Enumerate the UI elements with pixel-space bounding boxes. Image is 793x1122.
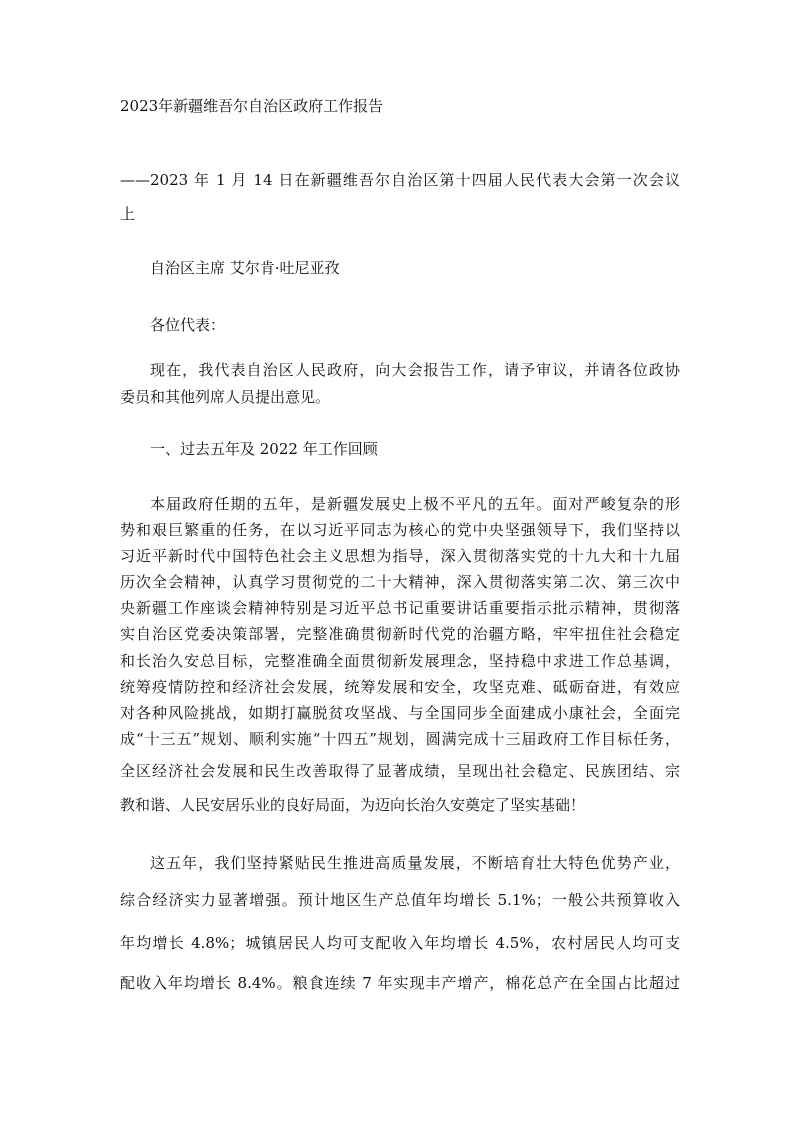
paragraph-line: 对各种风险挑战，如期打赢脱贫攻坚战、与全国同步全面建成小康社会，全面完: [120, 704, 680, 722]
paragraph-line: 综合经济实力显著增强。预计地区生产总值年均增长 5.1%；一般公共预算收入: [120, 891, 680, 909]
paragraph-line: 和长治久安总目标，完整准确全面贯彻新发展理念，坚持稳中求进工作总基调，: [120, 652, 680, 670]
paragraph-line: 央新疆工作座谈会精神特别是习近平总书记重要讲话重要指示批示精神，贯彻落: [120, 599, 680, 617]
paragraph-line: 配收入年均增长 8.4%。粮食连续 7 年实现丰产增产，棉花总产在全国占比超过: [120, 974, 680, 992]
document-title: 2023年新疆维吾尔自治区政府工作报告: [120, 97, 384, 115]
paragraph-line: 实自治区党委决策部署，完整准确贯彻新时代党的治疆方略，牢牢扭住社会稳定: [120, 625, 680, 643]
paragraph-line: 成“十三五”规划、顺利实施“十四五”规划，圆满完成十三届政府工作目标任务，: [120, 730, 680, 748]
paragraph-line: 这五年，我们坚持紧贴民生推进高质量发展，不断培育壮大特色优势产业，: [150, 854, 680, 872]
paragraph-line: 历次全会精神，认真学习贯彻党的二十大精神，深入贯彻落实第二次、第三次中: [120, 573, 680, 591]
paragraph-line: 年均增长 4.8%；城镇居民人均可支配收入年均增长 4.5%，农村居民人均可支: [120, 934, 680, 952]
paragraph-line: 全区经济社会发展和民生改善取得了显著成绩，呈现出社会稳定、民族团结、宗: [120, 762, 680, 780]
paragraph-line: 势和艰巨繁重的任务，在以习近平同志为核心的党中央坚强领导下，我们坚持以: [120, 521, 680, 539]
section-heading: 一、过去五年及 2022 年工作回顾: [150, 440, 378, 458]
paragraph-line: 本届政府任期的五年，是新疆发展史上极不平凡的五年。面对严峻复杂的形: [150, 495, 680, 513]
speaker-line: 自治区主席 艾尔肯·吐尼亚孜: [150, 259, 340, 277]
paragraph-line: 统筹疫情防控和经济社会发展，统筹发展和安全，攻坚克难、砥砺奋进，有效应: [120, 678, 680, 696]
paragraph-line: 习近平新时代中国特色社会主义思想为指导，深入贯彻落实党的十九大和十九届: [120, 547, 680, 565]
salutation: 各位代表：: [150, 316, 226, 334]
paragraph-line: 教和谐、人民安居乐业的良好局面，为迈向长治久安奠定了坚实基础！: [120, 796, 586, 814]
intro-line: 委员和其他列席人员提出意见。: [120, 388, 331, 406]
intro-line: 现在，我代表自治区人民政府，向大会报告工作，请予审议，并请各位政协: [150, 361, 680, 379]
subtitle-line: 上: [120, 205, 136, 223]
subtitle-line: ——2023 年 1 月 14 日在新疆维吾尔自治区第十四届人民代表大会第一次会议: [120, 171, 680, 189]
